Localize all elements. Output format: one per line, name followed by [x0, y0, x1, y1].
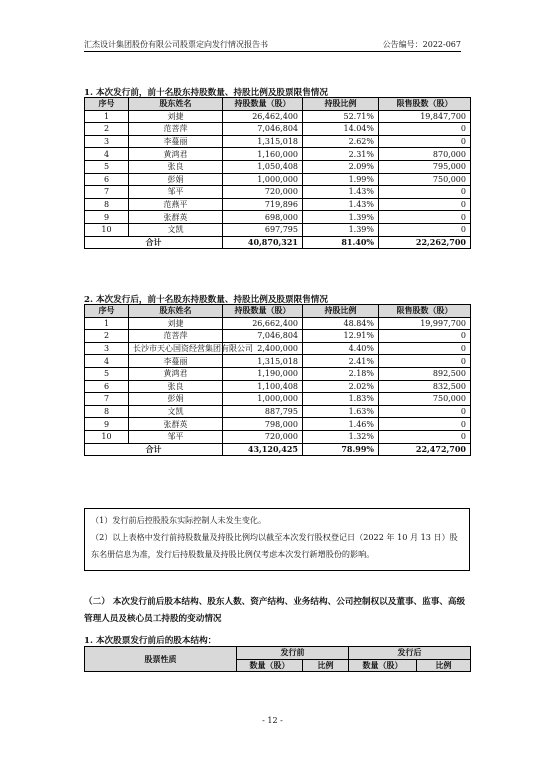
table-cell: 52.71% — [303, 110, 379, 123]
total-label: 合计 — [85, 443, 223, 456]
total-label: 合计 — [85, 236, 223, 249]
table-cell: 2 — [85, 123, 129, 136]
col-before-ratio: 比例 — [303, 659, 349, 672]
table-cell: 李蔓丽 — [129, 135, 223, 148]
table-row — [85, 198, 471, 211]
total-shares: 40,870,321 — [223, 236, 303, 249]
table-cell: 2,400,000 — [223, 342, 303, 355]
col-share-type: 股票性质 — [85, 647, 237, 672]
table-cell: 1.63% — [303, 405, 379, 418]
table-cell: 19,997,700 — [379, 317, 471, 330]
table-cell: 750,000 — [379, 393, 471, 406]
table-cell: 720,000 — [223, 430, 303, 443]
table-cell: 彭娟 — [129, 393, 223, 406]
table-row — [85, 418, 471, 431]
table-cell: 2 — [85, 330, 129, 343]
table-cell: 10 — [85, 430, 129, 443]
table-cell: 7 — [85, 186, 129, 199]
table-cell: 0 — [379, 186, 471, 199]
table-cell: 870,000 — [379, 148, 471, 161]
table-cell: 张良 — [129, 160, 223, 173]
table-cell: 1,190,000 — [223, 367, 303, 380]
table-cell: 刘捷 — [129, 110, 223, 123]
note-1: （1）发行前后控股股东实际控制人未发生变化。 — [91, 515, 267, 525]
table-cell: 张群英 — [129, 211, 223, 224]
table-cell: 4 — [85, 355, 129, 368]
table-cell: 0 — [379, 198, 471, 211]
table-row — [85, 380, 471, 393]
table-cell: 798,000 — [223, 418, 303, 431]
table-cell: 1.43% — [303, 198, 379, 211]
col-before: 发行前 — [237, 647, 349, 660]
table-cell: 张群英 — [129, 418, 223, 431]
table-cell: 832,500 — [379, 380, 471, 393]
table-cell: 697,795 — [223, 223, 303, 236]
table-cell: 26,462,400 — [223, 110, 303, 123]
table-cell: 6 — [85, 380, 129, 393]
table-cell: 3 — [85, 342, 129, 355]
table-cell: 1.39% — [303, 223, 379, 236]
table-cell: 795,000 — [379, 160, 471, 173]
column-header: 持股数量（股） — [223, 98, 303, 111]
page-header — [84, 38, 461, 50]
table-cell: 5 — [85, 160, 129, 173]
table-row — [85, 110, 471, 123]
table-cell: 0 — [379, 123, 471, 136]
table-cell: 0 — [379, 418, 471, 431]
table-cell: 0 — [379, 211, 471, 224]
table-row — [85, 160, 471, 173]
table-cell: 0 — [379, 430, 471, 443]
table-cell: 1,000,000 — [223, 393, 303, 406]
table-cell: 1.39% — [303, 211, 379, 224]
col-after-qty: 数量（股） — [349, 659, 417, 672]
table-row — [85, 123, 471, 136]
table-cell: 1 — [85, 317, 129, 330]
column-header: 持股比例 — [303, 305, 379, 318]
table-cell: 1.32% — [303, 430, 379, 443]
table-row — [85, 211, 471, 224]
table-cell: 1,000,000 — [223, 173, 303, 186]
column-header: 序号 — [85, 305, 129, 318]
table-row — [85, 223, 471, 236]
table-cell: 2.18% — [303, 367, 379, 380]
page-number: - 12 - — [262, 716, 283, 725]
table-cell: 2.09% — [303, 160, 379, 173]
table-row — [85, 355, 471, 368]
table-cell: 0 — [379, 223, 471, 236]
column-header: 股东姓名 — [129, 305, 223, 318]
table-cell: 9 — [85, 418, 129, 431]
table-row — [85, 430, 471, 443]
column-header: 股东姓名 — [129, 98, 223, 111]
table-row — [85, 367, 471, 380]
table-cell: 2.62% — [303, 135, 379, 148]
share-structure-subtitle: 1. 本次股票发行前后的股本结构： — [84, 636, 217, 646]
table-cell: 李蔓丽 — [129, 355, 223, 368]
table-row — [85, 342, 471, 355]
table-row — [85, 330, 471, 343]
total-row — [85, 236, 471, 249]
table-cell: 892,500 — [379, 367, 471, 380]
table-cell: 0 — [379, 330, 471, 343]
table-cell: 张良 — [129, 380, 223, 393]
column-header: 持股数量（股） — [223, 305, 303, 318]
table-row — [85, 405, 471, 418]
table-cell: 0 — [379, 342, 471, 355]
notes-box — [84, 508, 470, 571]
table-cell: 1,100,408 — [223, 380, 303, 393]
pre-issue-top10-table — [84, 97, 471, 249]
table-cell: 邹平 — [129, 430, 223, 443]
table-cell: 26,662,400 — [223, 317, 303, 330]
table-cell: 750,000 — [379, 173, 471, 186]
table-cell: 彭娟 — [129, 173, 223, 186]
table-cell: 1.46% — [303, 418, 379, 431]
table-cell: 范燕平 — [129, 198, 223, 211]
table-cell: 19,847,700 — [379, 110, 471, 123]
table-cell: 3 — [85, 135, 129, 148]
table-cell: 698,000 — [223, 211, 303, 224]
col-before-qty: 数量（股） — [237, 659, 303, 672]
table-cell: 0 — [379, 135, 471, 148]
total-restricted: 22,472,700 — [379, 443, 471, 456]
table-cell: 1,315,018 — [223, 355, 303, 368]
total-shares: 43,120,425 — [223, 443, 303, 456]
table-cell: 2.31% — [303, 148, 379, 161]
total-restricted: 22,262,700 — [379, 236, 471, 249]
table-cell: 1 — [85, 110, 129, 123]
table-row — [85, 393, 471, 406]
table-cell: 8 — [85, 405, 129, 418]
table-cell: 7,046,804 — [223, 123, 303, 136]
table-cell: 8 — [85, 198, 129, 211]
table-cell: 文凯 — [129, 405, 223, 418]
table-cell: 9 — [85, 211, 129, 224]
table-cell: 48.84% — [303, 317, 379, 330]
column-header: 限售股数（股） — [379, 305, 471, 318]
table-cell: 719,896 — [223, 198, 303, 211]
share-structure-table — [84, 646, 471, 672]
table-header-row — [85, 647, 471, 660]
table-cell: 1.83% — [303, 393, 379, 406]
table-cell: 4 — [85, 148, 129, 161]
table-row — [85, 186, 471, 199]
table-row — [85, 317, 471, 330]
table-cell: 720,000 — [223, 186, 303, 199]
table-cell: 1,315,018 — [223, 135, 303, 148]
table-cell: 12.91% — [303, 330, 379, 343]
table-cell: 1,160,000 — [223, 148, 303, 161]
table-cell: 0 — [379, 355, 471, 368]
column-header: 序号 — [85, 98, 129, 111]
table-cell: 1.99% — [303, 173, 379, 186]
section-two-title: （二） 本次发行前后股本结构、股东人数、资产结构、业务结构、公司控制权以及董事、监事、高级管理人员及核心员工持股的变动情况 — [84, 597, 466, 624]
table-cell: 5 — [85, 367, 129, 380]
table-cell: 1.43% — [303, 186, 379, 199]
section1-title: 1. 本次发行前，前十名股东持股数量、持股比例及股票限售情况 — [84, 88, 328, 98]
column-header: 持股比例 — [303, 98, 379, 111]
post-issue-top10-table — [84, 304, 471, 456]
table-cell: 4.40% — [303, 342, 379, 355]
table-cell: 黄鸿君 — [129, 367, 223, 380]
table-header-row — [85, 305, 471, 318]
total-ratio: 81.40% — [303, 236, 379, 249]
table-cell: 范菩萍 — [129, 330, 223, 343]
header-rule — [84, 51, 461, 52]
table-cell: 邹平 — [129, 186, 223, 199]
table-row — [85, 148, 471, 161]
table-cell: 10 — [85, 223, 129, 236]
table-row — [85, 135, 471, 148]
table-cell: 范菩萍 — [129, 123, 223, 136]
total-row — [85, 443, 471, 456]
table-cell: 14.04% — [303, 123, 379, 136]
table-cell: 7 — [85, 393, 129, 406]
table-cell: 刘捷 — [129, 317, 223, 330]
table-cell: 0 — [379, 405, 471, 418]
table-cell: 2.02% — [303, 380, 379, 393]
table-cell: 黄鸿君 — [129, 148, 223, 161]
col-after: 发行后 — [349, 647, 471, 660]
table-header-row — [85, 98, 471, 111]
table-cell: 文凯 — [129, 223, 223, 236]
header-company: 汇杰设计集团股份有限公司股票定向发行情况报告书 — [84, 40, 268, 49]
table-row — [85, 173, 471, 186]
total-ratio: 78.99% — [303, 443, 379, 456]
section2-title: 2. 本次发行后，前十名股东持股数量、持股比例及股票限售情况 — [84, 295, 328, 305]
col-after-ratio: 比例 — [417, 659, 471, 672]
table-cell: 1,050,408 — [223, 160, 303, 173]
table-cell: 7,046,804 — [223, 330, 303, 343]
table-cell: 长沙市天心国资经营集团有限公司 — [129, 342, 223, 355]
header-announcement-no: 公告编号：2022-067 — [382, 40, 461, 49]
note-2: （2）以上表格中发行前持股数量及持股比例均以截至本次发行股权登记日（2022 年 10 月 13 日）股东名册信息为准，发行后持股数量及持股比例仅考虑本次发行新增股份的影响。 — [91, 532, 458, 559]
table-cell: 2.41% — [303, 355, 379, 368]
table-cell: 887,795 — [223, 405, 303, 418]
table-cell: 6 — [85, 173, 129, 186]
column-header: 限售股数（股） — [379, 98, 471, 111]
